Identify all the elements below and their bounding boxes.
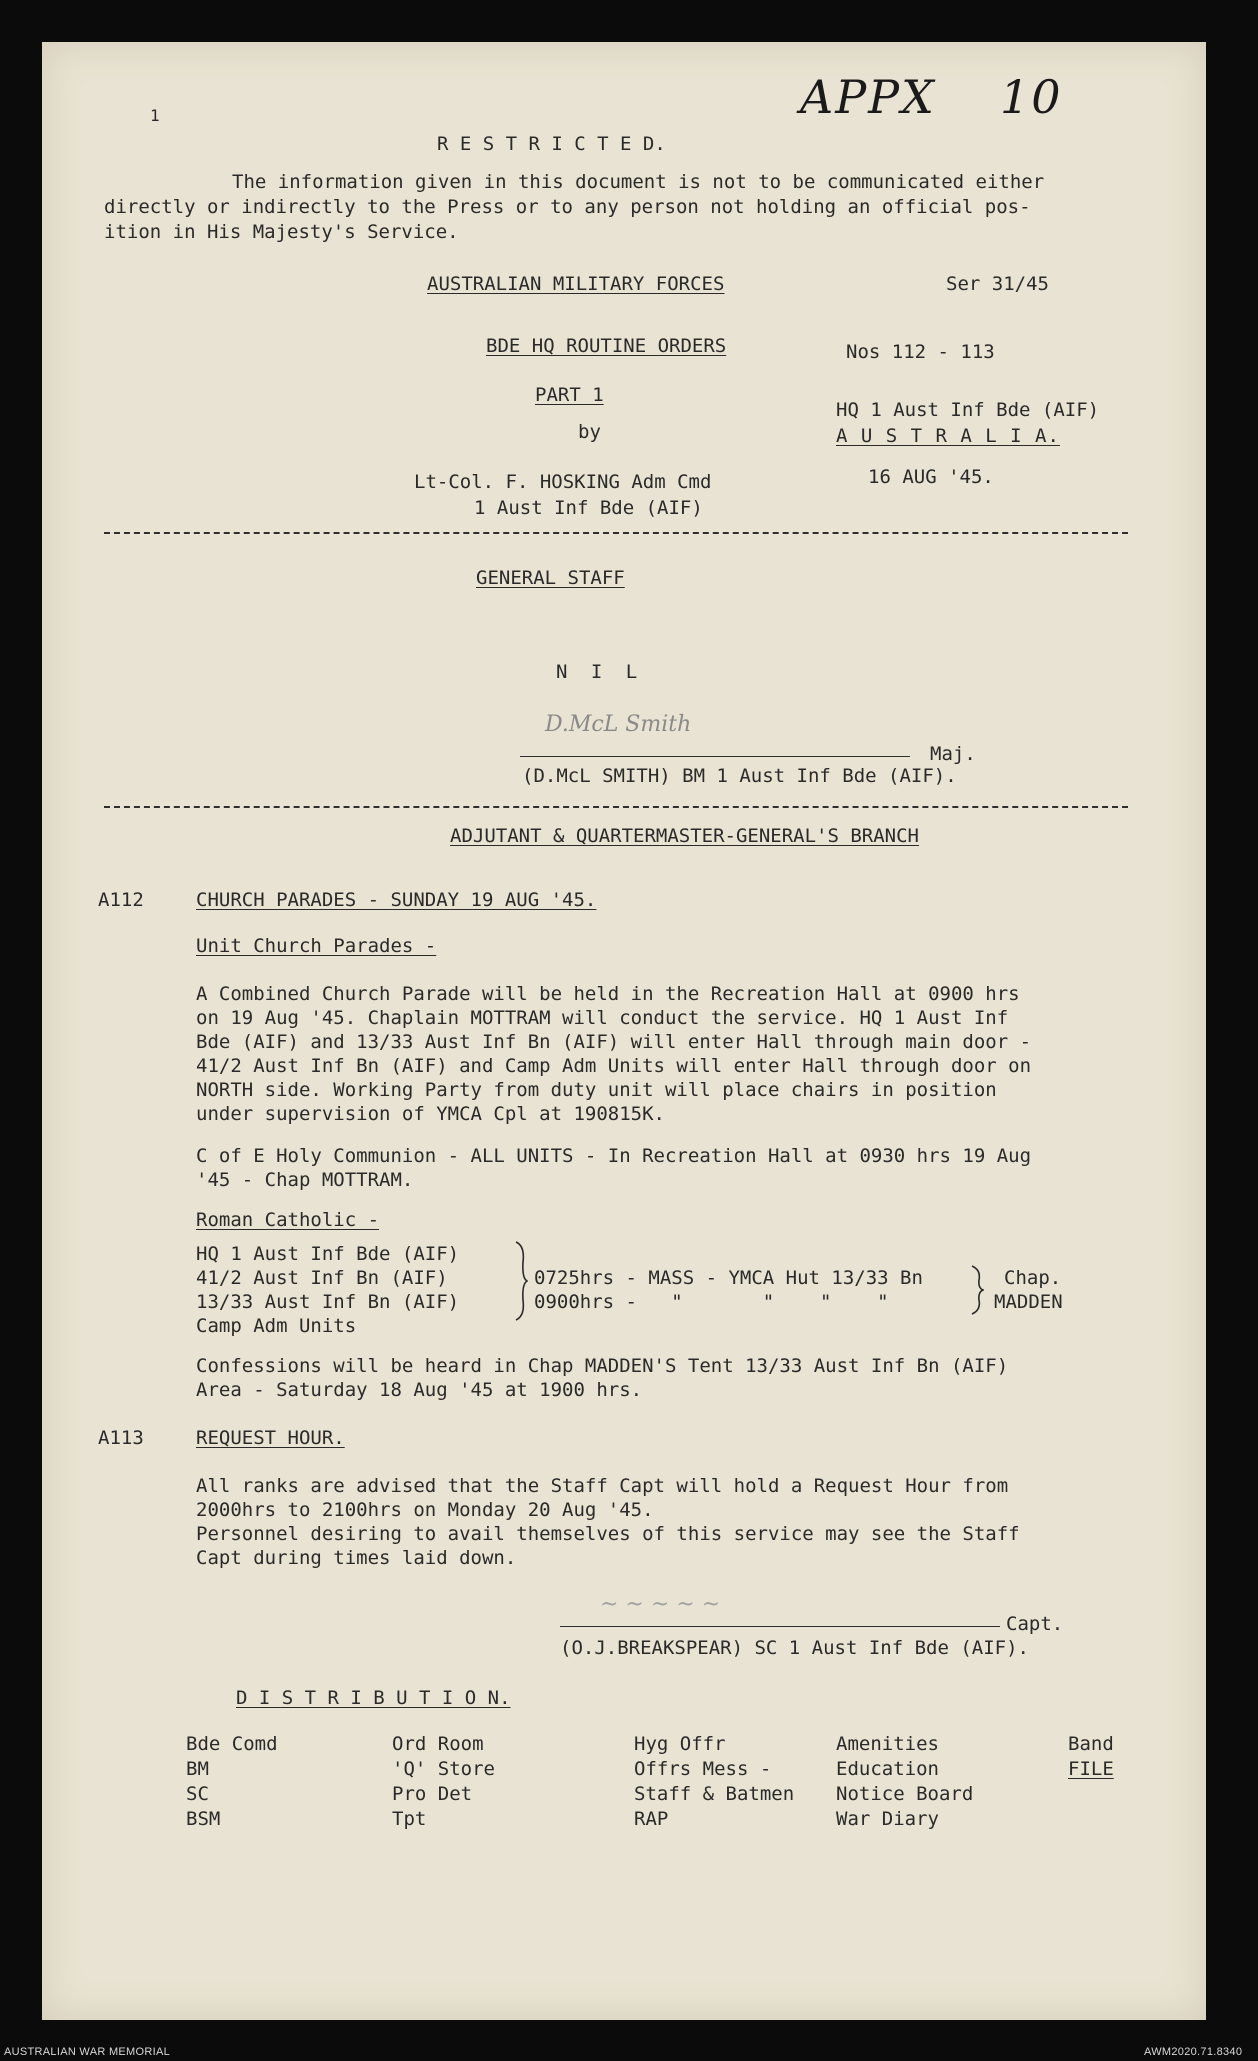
rc-unit: Camp Adm Units: [196, 1315, 357, 1337]
distribution-entry: BSM: [186, 1808, 221, 1830]
rc-unit: HQ 1 Aust Inf Bde (AIF): [196, 1243, 460, 1265]
handwritten-signature-1: D.McL Smith: [545, 712, 692, 737]
roman-catholic-heading: Roman Catholic -: [196, 1209, 380, 1231]
footer-accession: AWM2020.71.8340: [1144, 2046, 1243, 2058]
signature-1-rank: Maj.: [930, 743, 976, 765]
distribution-entry: Tpt: [392, 1808, 427, 1830]
location: A U S T R A L I A.: [836, 425, 1060, 447]
rc-schedule-row: 0900hrs - " " " ": [534, 1291, 889, 1313]
distribution-entry: Pro Det: [392, 1783, 473, 1805]
rc-chaplain: MADDEN: [994, 1291, 1063, 1313]
paragraph-line: 2000hrs to 2100hrs on Monday 20 Aug '45.: [196, 1499, 654, 1521]
notice-line-2: directly or indirectly to the Press or to any person not holding an official pos-: [104, 196, 1031, 218]
rc-chaplain: Chap.: [1004, 1267, 1062, 1289]
page-mark: 1: [150, 106, 160, 125]
footer-credit: AUSTRALIAN WAR MEMORIAL: [4, 2046, 171, 2058]
distribution-entry: Amenities: [836, 1733, 939, 1755]
paragraph-line: All ranks are advised that the Staff Capt will hold a Request Hour from: [196, 1475, 1009, 1497]
paragraph-line: Bde (AIF) and 13/33 Aust Inf Bn (AIF) will enter Hall through main door -: [196, 1031, 1032, 1053]
rc-unit: 13/33 Aust Inf Bn (AIF): [196, 1291, 460, 1313]
distribution-entry: Offrs Mess -: [634, 1758, 772, 1780]
paragraph-line: A Combined Church Parade will be held in the Recreation Hall at 0900 hrs: [196, 983, 1020, 1005]
distribution-entry: 'Q' Store: [392, 1758, 495, 1780]
paragraph-line: Area - Saturday 18 Aug '45 at 1900 hrs.: [196, 1379, 643, 1401]
section-divider: [104, 532, 1128, 534]
section-divider: [104, 806, 1128, 808]
order-numbers: Nos 112 - 113: [846, 341, 995, 363]
distribution-entry: War Diary: [836, 1808, 939, 1830]
signature-1-name: (D.McL SMITH) BM 1 Aust Inf Bde (AIF).: [522, 765, 957, 787]
handwritten-signature-2: ~ ~ ~ ~ ~: [600, 1592, 721, 1617]
issue-date: 16 AUG '45.: [868, 466, 994, 488]
distribution-entry: Hyg Offr: [634, 1733, 726, 1755]
distribution-entry: RAP: [634, 1808, 669, 1830]
paragraph-line: under supervision of YMCA Cpl at 190815K.: [196, 1103, 665, 1125]
item-title-a113: REQUEST HOUR.: [196, 1427, 345, 1449]
part-heading: PART 1: [535, 384, 604, 406]
paragraph-line: Confessions will be heard in Chap MADDEN'S Tent 13/33 Aust Inf Bn (AIF): [196, 1355, 1009, 1377]
appx-annotation: APPX: [800, 70, 936, 124]
routine-orders-heading: BDE HQ ROUTINE ORDERS: [486, 335, 727, 357]
distribution-heading: D I S T R I B U T I O N.: [236, 1687, 511, 1709]
paragraph-line: on 19 Aug '45. Chaplain MOTTRAM will conduct the service. HQ 1 Aust Inf: [196, 1007, 1009, 1029]
notice-line-3: ition in His Majesty's Service.: [104, 221, 459, 243]
brace-left: [514, 1240, 528, 1322]
signature-line-2: [560, 1626, 1000, 1627]
signature-2-rank: Capt.: [1006, 1613, 1064, 1635]
hq-line: HQ 1 Aust Inf Bde (AIF): [836, 399, 1100, 421]
paragraph-line: Capt during times laid down.: [196, 1547, 517, 1569]
item-title-a112: CHURCH PARADES - SUNDAY 19 AUG '45.: [196, 889, 597, 911]
nil-text: N I L: [556, 661, 644, 683]
issuer: Lt-Col. F. HOSKING Adm Cmd: [414, 471, 712, 493]
brace-right: [970, 1264, 984, 1316]
paragraph-line: C of E Holy Communion - ALL UNITS - In Recreation Hall at 0930 hrs 19 Aug: [196, 1145, 1032, 1167]
general-staff-heading: GENERAL STAFF: [476, 567, 625, 589]
signature-2-name: (O.J.BREAKSPEAR) SC 1 Aust Inf Bde (AIF).: [560, 1637, 1029, 1659]
rc-unit: 41/2 Aust Inf Bn (AIF): [196, 1267, 448, 1289]
notice-line-1: The information given in this document is not to be communicated either: [232, 171, 1045, 193]
aqmg-heading: ADJUTANT & QUARTERMASTER-GENERAL'S BRANCH: [450, 825, 919, 847]
distribution-entry: Band: [1068, 1733, 1114, 1755]
paragraph-line: NORTH side. Working Party from duty unit will place chairs in position: [196, 1079, 997, 1101]
distribution-entry: FILE: [1068, 1758, 1114, 1780]
paragraph-line: '45 - Chap MOTTRAM.: [196, 1169, 414, 1191]
restricted-heading: R E S T R I C T E D.: [437, 133, 666, 155]
issuer-unit: 1 Aust Inf Bde (AIF): [474, 497, 703, 519]
rc-schedule-row: 0725hrs - MASS - YMCA Hut 13/33 Bn: [534, 1267, 923, 1289]
item-number-a112: A112: [98, 889, 144, 911]
by-label: by: [578, 421, 601, 443]
forces-heading: AUSTRALIAN MILITARY FORCES: [427, 273, 725, 295]
item-number-a113: A113: [98, 1427, 144, 1449]
serial-number: Ser 31/45: [946, 273, 1049, 295]
distribution-entry: Staff & Batmen: [634, 1783, 795, 1805]
distribution-entry: Notice Board: [836, 1783, 974, 1805]
signature-line-1: [520, 756, 910, 757]
distribution-entry: Bde Comd: [186, 1733, 278, 1755]
distribution-entry: Education: [836, 1758, 939, 1780]
paragraph-line: Personnel desiring to avail themselves of this service may see the Staff: [196, 1523, 1020, 1545]
paragraph-line: 41/2 Aust Inf Bn (AIF) and Camp Adm Units will enter Hall through door on: [196, 1055, 1032, 1077]
distribution-entry: Ord Room: [392, 1733, 484, 1755]
appx-number: 10: [1000, 70, 1063, 124]
item-subtitle-a112: Unit Church Parades -: [196, 935, 437, 957]
distribution-entry: SC: [186, 1783, 209, 1805]
distribution-entry: BM: [186, 1758, 209, 1780]
